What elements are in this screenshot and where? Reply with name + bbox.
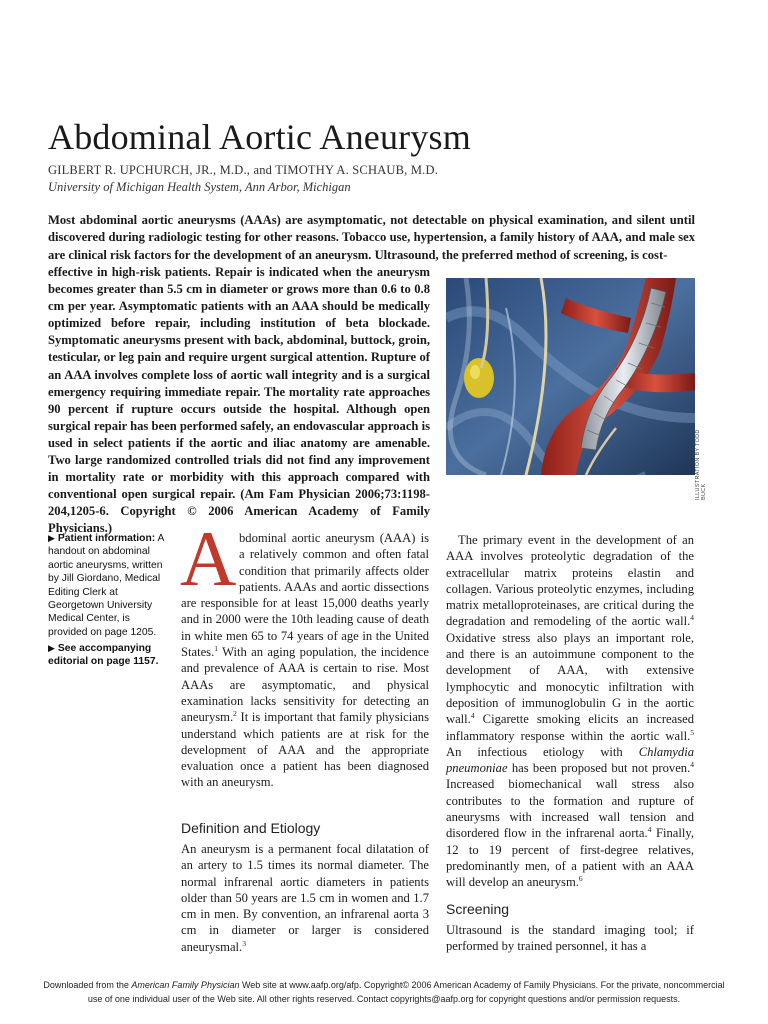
patient-info-text: A handout on abdominal aortic aneurysms, written by Jill Giordano, Medical Editing Clerk at Georgetown University Medical Center, is provided on page 1205. (48, 533, 164, 638)
heading-screening: Screening (446, 901, 510, 917)
sidebar-patient-info (48, 532, 164, 639)
illustration-credit: ILLUSTRATION BY TODD BUCK (695, 429, 707, 500)
abstract-full-width: Most abdominal aortic aneurysms (AAAs) are asymptomatic, not detectable on physical examination, and silent until discovered during radiologic testing for other reasons. Tobacco use, hypertension, a family history of AAA, and male sex are clinical risk factors for the development of an aneurysm. Ultrasound, the preferred method of screening, is cost- (48, 213, 695, 262)
article-affiliation: University of Michigan Health System, Ann Arbor, Michigan (48, 180, 351, 194)
abstract-narrow: effective in high-risk patients. Repair is indicated when the aneurysm becomes greater than 5.5 cm in diameter or grows more than 0.6 to 0.8 cm per year. Asymptomatic patients with an AAA should be medically optimized before repair, including institution of beta blockade. Symptomatic aneurysms present with back, abdominal, buttock, groin, testicular, or leg pain and require urgent surgical attention. Rupture of an AAA involves complete loss of aortic wall integrity and is a surgical emergency requiring immediate repair. The mortality rate approaches 90 percent if rupture occurs outside the hospital. Although open surgical repair has been performed safely, an endovascular approach is used in select patients if the aortic and iliac anatomy are amenable. Two large randomized controlled trials did not find any improvement in mortality rate or morbidity with this approach compared with conventional open surgical repair. (Am Fam Physician 2006;73:1198-204,1205-6. Copyright © 2006 American Academy of Family Physicians.) (48, 265, 430, 536)
editorial-label: See accompanying editorial on page 1157. (48, 643, 159, 668)
triangle-bullet-icon: ▶ (48, 643, 55, 653)
dropcap-letter: A (180, 515, 237, 602)
triangle-bullet-icon: ▶ (48, 533, 55, 543)
intro-paragraph: bdominal aortic aneurysm (AAA) is a relatively common and often fatal condition that primarily affects older patients. AAAs and aortic dissections are responsible for at least 15,000 deaths yearly and in 2000 were the 10th leading cause of death in white men 65 to 74 years of age in the United States.$^1$ With an aging population, the incidence and prevalence of AAA is certain to rise. Most AAAs are asymptomatic, and physical examination lacks sensitivity for detecting an aneurysm.$^2$ It is important that family physicians understand which patients are at risk for the development of AAA and the appropriate evaluation once a patient has been diagnosed with an aneurysm. (181, 531, 429, 790)
column-1-intro (181, 530, 429, 791)
sidebar-editorial (48, 642, 164, 669)
column-2-etiology (446, 532, 694, 891)
definition-paragraph: An aneurysm is a permanent focal dilatation of an artery to 1.5 times its normal diameter. The normal infrarenal aortic diameters in patients older than 50 years are 1.5 cm in women and 1.7 cm in men. By convention, an infrarenal aorta 3 cm in diameter or larger is considered aneurysmal.$^3$ (181, 842, 429, 954)
heading-definition-etiology: Definition and Etiology (181, 820, 321, 836)
column-2-screening (446, 922, 694, 955)
article-authors: GILBERT R. UPCHURCH, JR., M.D., and TIMOTHY A. SCHAUB, M.D. (48, 163, 439, 177)
footer-line-1: Downloaded from the American Family Physician Web site at www.aafp.org/afp. Copyright© 2006 American Academy of Family Physicians. For the private, noncommercial (43, 980, 725, 990)
footer-journal-name: American Family Physician (131, 980, 240, 990)
patient-info-label: Patient information: (57, 533, 156, 544)
aneurysm-illustration (446, 278, 695, 475)
screening-paragraph: Ultrasound is the standard imaging tool; if performed by trained personnel, it has a (446, 923, 694, 954)
page-footer (40, 978, 728, 1006)
column-1-definition (181, 841, 429, 955)
article-title: Abdominal Aortic Aneurysm (48, 117, 471, 157)
footer-line-2: use of one individual user of the Web site. All other rights reserved. Contact copyrights@aafp.org for copyright questions and/or permission requests. (87, 994, 681, 1004)
etiology-paragraph: The primary event in the development of an AAA involves proteolytic degradation of the extracellular matrix proteins elastin and collagen. Various proteolytic enzymes, including matrix metalloproteinases, are critical during the degradation and remodeling of the aortic wall.$^4$ Oxidative stress also plays an important role, and there is an autoimmune component to the development of AAA, with extensive lymphocytic and monocytic infiltration with deposition of immunoglobulin G in the aortic wall.$^4$ Cigarette smoking elicits an increased inflammatory response within the aortic wall.$^5$ An infectious etiology with Chlamydia pneumoniae has been proposed but not proven.$^4$ Increased biomechanical wall stress also contributes to the formation and rupture of aneurysms with increased wall tension and disordered flow in the infrarenal aorta.$^4$ Finally, 12 to 19 percent of first-degree relatives, predominantly men, of a patient with an AAA will develop an aneurysm.$^6$ (446, 533, 694, 890)
endovascular-stent-graft-image (446, 278, 695, 475)
